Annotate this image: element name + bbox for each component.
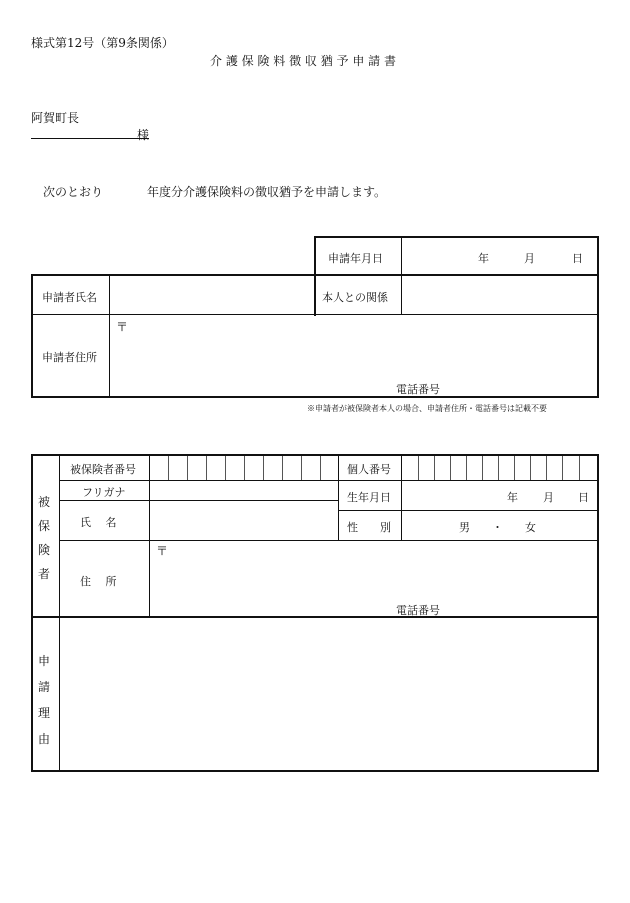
birth-year: 年 bbox=[507, 491, 518, 504]
applicant-name-label: 申請者氏名 bbox=[42, 291, 97, 304]
application-date-field[interactable] bbox=[403, 238, 596, 274]
relation-field[interactable] bbox=[403, 276, 596, 314]
applicant-address-field[interactable] bbox=[111, 316, 596, 396]
application-date-year: 年 bbox=[478, 252, 489, 265]
intro-prefix: 次のとおり bbox=[43, 185, 104, 199]
applicant-phone-label: 電話番号 bbox=[396, 383, 440, 396]
furigana-label: フリガナ bbox=[82, 486, 126, 499]
applicant-name-field[interactable] bbox=[111, 276, 313, 314]
addressee: 阿賀町長 bbox=[31, 111, 80, 125]
applicant-address-label: 申請者住所 bbox=[42, 351, 97, 364]
application-date-month: 月 bbox=[524, 252, 535, 265]
applicant-postal-mark: 〒 bbox=[116, 320, 129, 334]
sex-options[interactable]: 男 ・ 女 bbox=[459, 521, 536, 534]
insured-name-label: 氏 名 bbox=[80, 516, 117, 529]
application-date-label: 申請年月日 bbox=[328, 252, 383, 265]
birth-month: 月 bbox=[543, 491, 554, 504]
intro-suffix: 年度分介護保険料の徴収猶予を申請します。 bbox=[147, 185, 387, 199]
insured-name-field[interactable] bbox=[150, 501, 337, 540]
furigana-field[interactable] bbox=[150, 481, 337, 500]
birthdate-field[interactable] bbox=[402, 481, 596, 510]
reason-field[interactable] bbox=[60, 618, 596, 770]
form-title: 介 護 保 険 料 徴 収 猶 予 申 請 書 bbox=[210, 54, 396, 68]
honorific: 様 bbox=[137, 128, 150, 142]
insured-address-label: 住 所 bbox=[80, 575, 117, 588]
insured-number-field[interactable] bbox=[150, 456, 337, 480]
personal-number-field[interactable] bbox=[402, 456, 596, 480]
fiscal-year-field[interactable] bbox=[103, 181, 145, 197]
insured-phone-label: 電話番号 bbox=[396, 604, 440, 617]
reason-side-label: 申 請 理 由 bbox=[37, 654, 50, 746]
birthdate-label: 生年月日 bbox=[347, 491, 391, 504]
addressee-name-line bbox=[31, 138, 149, 139]
application-date-day: 日 bbox=[572, 252, 583, 265]
insured-postal-mark: 〒 bbox=[156, 544, 169, 558]
personal-number-label: 個人番号 bbox=[347, 463, 391, 476]
applicant-note: ※申請者が被保険者本人の場合、申請者住所・電話番号は記載不要 bbox=[307, 404, 547, 413]
insured-number-label: 被保険者番号 bbox=[70, 463, 136, 476]
insured-address-field[interactable] bbox=[150, 541, 596, 616]
birth-day: 日 bbox=[578, 491, 589, 504]
sex-label: 性 別 bbox=[347, 521, 391, 534]
form-number: 様式第12号（第9条関係） bbox=[31, 36, 174, 50]
insured-side-label: 被 保 険 者 bbox=[37, 495, 50, 581]
relation-label: 本人との関係 bbox=[322, 291, 388, 304]
